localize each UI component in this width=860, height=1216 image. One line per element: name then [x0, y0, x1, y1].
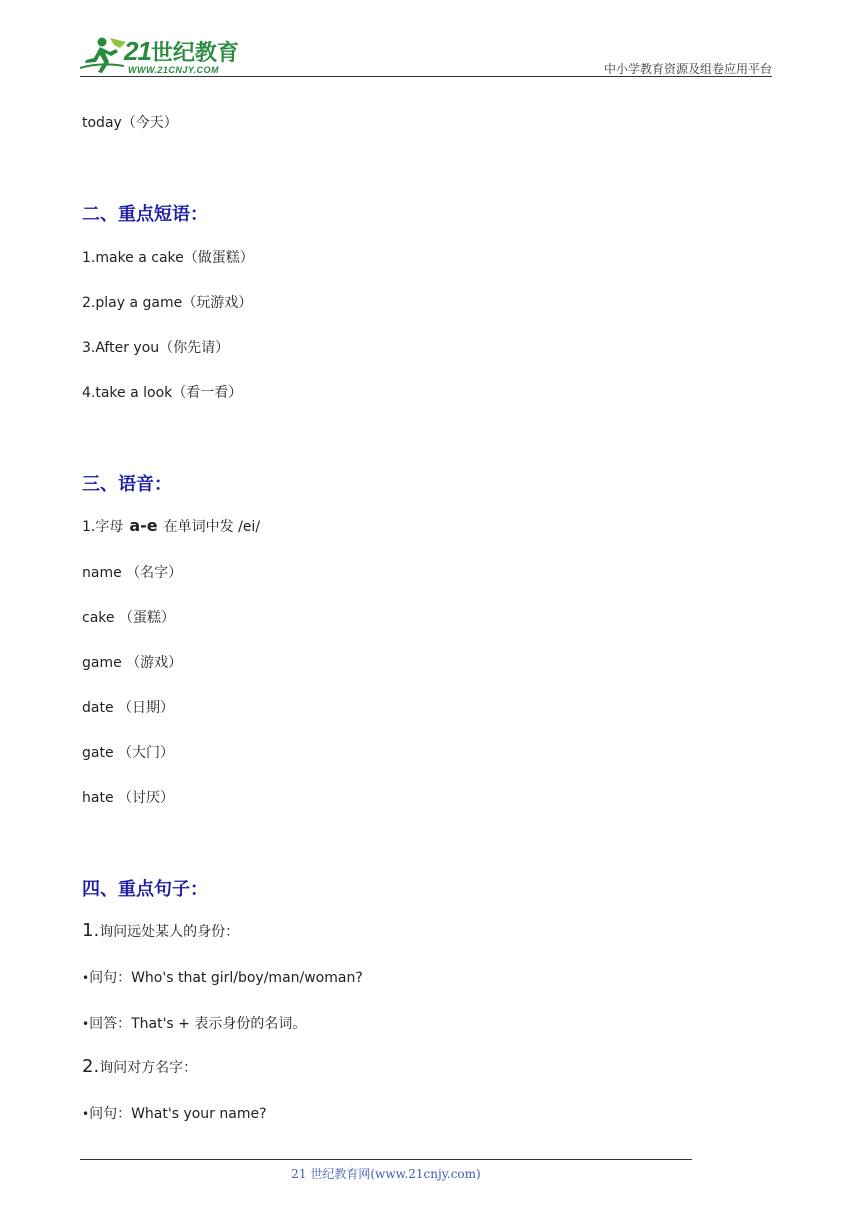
section-heading-sentences: 四、重点句子： — [82, 879, 208, 900]
phrase-item: 1.make a cake（做蛋糕） — [82, 250, 254, 266]
sentence-bullet — [82, 967, 363, 987]
phrase-item: 3.After you（你先请） — [82, 340, 230, 356]
phrase-item: 2.play a game（玩游戏） — [82, 295, 253, 311]
bullet-icon: • — [82, 971, 90, 985]
phonics-word: date （日期） — [82, 700, 175, 716]
item-label: 询问远处某人的身份： — [99, 924, 240, 940]
sentence-bullet — [82, 1103, 267, 1123]
phrase-item: 4.take a look（看一看） — [82, 385, 243, 401]
item-number: 2. — [82, 1056, 100, 1077]
item-label: 询问对方名字： — [99, 1060, 198, 1076]
logo-number: 21 — [124, 36, 151, 66]
item-number: 1. — [82, 920, 100, 941]
sentence-item-2 — [82, 1056, 197, 1077]
phonics-word: hate （讨厌） — [82, 790, 175, 806]
section-heading-phonics: 三、语音： — [82, 474, 172, 495]
page-header — [80, 34, 772, 78]
bullet-text: 回答：That's + 表示身份的名词。 — [89, 1016, 307, 1032]
platform-title: 中小学教育资源及组卷应用平台 — [603, 62, 772, 76]
phonics-word: cake （蛋糕） — [82, 610, 175, 626]
footer-link[interactable]: 21 世纪教育网(www.21cnjy.com) — [291, 1167, 481, 1181]
sentence-bullet — [82, 1013, 306, 1033]
sentence-item-1 — [82, 920, 239, 941]
logo-cn: 世纪教育 — [150, 41, 239, 66]
phonics-rule-prefix: 1.字母 — [82, 519, 124, 535]
logo-wordmark — [124, 36, 239, 67]
logo-url: WWW.21CNJY.COM — [128, 65, 220, 75]
bullet-icon: • — [82, 1107, 90, 1121]
vocab-item-today: today（今天） — [82, 115, 178, 131]
bullet-icon: • — [82, 1017, 90, 1031]
site-logo[interactable] — [80, 34, 250, 78]
phonics-word: gate （大门） — [82, 745, 175, 761]
phonics-letters: a-e — [129, 516, 158, 535]
bullet-text: 问句：What's your name? — [89, 1106, 267, 1122]
header-divider — [80, 76, 772, 77]
footer-divider — [80, 1159, 692, 1160]
phonics-rule-suffix: 在单词中发 /ei/ — [163, 519, 261, 535]
bullet-text: 问句：Who's that girl/boy/man/woman? — [89, 970, 363, 986]
phonics-rule — [82, 516, 260, 536]
runner-logo-icon — [80, 36, 128, 74]
phonics-word: name （名字） — [82, 565, 183, 581]
phonics-word: game （游戏） — [82, 655, 183, 671]
section-heading-phrases: 二、重点短语： — [82, 204, 208, 225]
